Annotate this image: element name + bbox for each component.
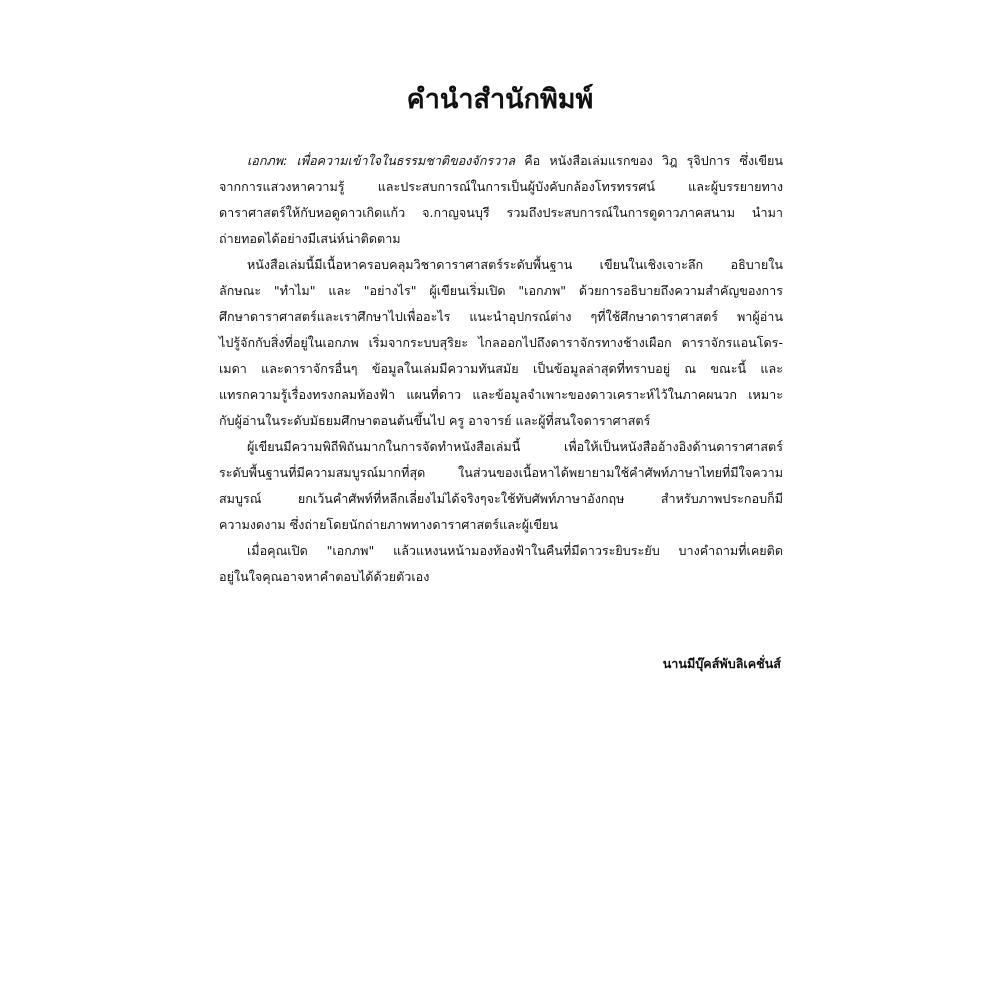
paragraph-2 — [219, 252, 783, 434]
text-line: เมื่อคุณเปิด "เอกภพ" แล้วแหงนหน้ามองท้องฟ้าในคืนที่มีดาวระยิบระยับ บางคำถามที่เคยติด — [247, 543, 783, 558]
text-line: ดาราศาสตร์ให้กับหอดูดาวเกิดแก้ว จ.กาญจนบุรี รวมถึงประสบการณ์ในการดูดาวภาคสนาม นำมา — [219, 205, 783, 220]
text-line: อยู่ในใจคุณอาจหาคำตอบได้ด้วยตัวเอง — [219, 569, 430, 584]
preface-body — [219, 148, 783, 590]
text-line — [219, 148, 783, 174]
paragraph-3 — [219, 434, 783, 538]
text-line: ถ่ายทอดได้อย่างมีเสน่ห์น่าติดตาม — [219, 231, 401, 246]
paragraph-1 — [219, 148, 783, 252]
text-line: ศึกษาดาราศาสตร์และเราศึกษาไปเพื่ออะไร แนะนำอุปกรณ์ต่าง ๆที่ใช้ศึกษาดาราศาสตร์ พาผู้อ่าน — [219, 309, 783, 324]
text-line: เมดา และดาราจักรอื่นๆ ข้อมูลในเล่มมีความทันสมัย เป็นข้อมูลล่าสุดที่ทราบอยู่ ณ ขณะนี้ และ — [219, 361, 783, 376]
text-line: ผู้เขียนมีความพิถีพิถันมากในการจัดทำหนังสือเล่มนี้ เพื่อให้เป็นหนังสืออ้างอิงด้านดาราศาสตร์ — [247, 439, 783, 454]
text-line: แทรกความรู้เรื่องทรงกลมท้องฟ้า แผนที่ดาว และข้อมูลจำเพาะของดาวเคราะห์ไว้ในภาคผนวก เหมาะ — [219, 387, 783, 402]
text-line: ลักษณะ "ทำไม" และ "อย่างไร" ผู้เขียนเริ่มเปิด "เอกภพ" ด้วยการอธิบายถึงความสำคัญของการ — [219, 283, 783, 298]
text-line: ความงดงาม ซึ่งถ่ายโดยนักถ่ายภาพทางดาราศาสตร์และผู้เขียน — [219, 517, 558, 532]
text-line: ระดับพื้นฐานที่มีความสมบูรณ์มากที่สุด ในส่วนของเนื้อหาได้พยายามใช้คำศัพท์ภาษาไทยที่มีใจความ — [219, 465, 783, 480]
page-title: คำนำสำนักพิมพ์ — [406, 84, 594, 115]
paragraph-4 — [219, 538, 783, 590]
text-line: จากการแสวงหาความรู้ และประสบการณ์ในการเป็นผู้บังคับกล้องโทรทรรศน์ และผู้บรรยายทาง — [219, 179, 783, 194]
book-title-italic: เอกภพ: เพื่อความเข้าใจในธรรมชาติของจักรวาล — [247, 153, 516, 168]
text-line: ไปรู้จักกับสิ่งที่อยู่ในเอกภพ เริ่มจากระบบสุริยะ ไกลออกไปถึงดาราจักรทางช้างเผือก ดาราจักรแอนโดร- — [219, 335, 783, 350]
text-line: สมบูรณ์ ยกเว้นคำศัพท์ที่หลีกเลี่ยงไม่ได้จริงๆจะใช้ทับศัพท์ภาษาอังกฤษ สำหรับภาพประกอบก็มี — [219, 491, 783, 506]
text-line: หนังสือเล่มนี้มีเนื้อหาครอบคลุมวิชาดาราศาสตร์ระดับพื้นฐาน เขียนในเชิงเจาะลึก อธิบายใน — [247, 257, 783, 272]
publisher-signature: นานมีบุ๊คส์พับลิเคชั่นส์ — [662, 656, 781, 671]
line-text: คือ หนังสือเล่มแรกของ วิฎ รุจิปการ ซึ่งเขียน — [515, 153, 783, 168]
text-line: กับผู้อ่านในระดับมัธยมศึกษาตอนต้นขึ้นไป ครู อาจารย์ และผู้ที่สนใจดาราศาสตร์ — [219, 413, 651, 428]
